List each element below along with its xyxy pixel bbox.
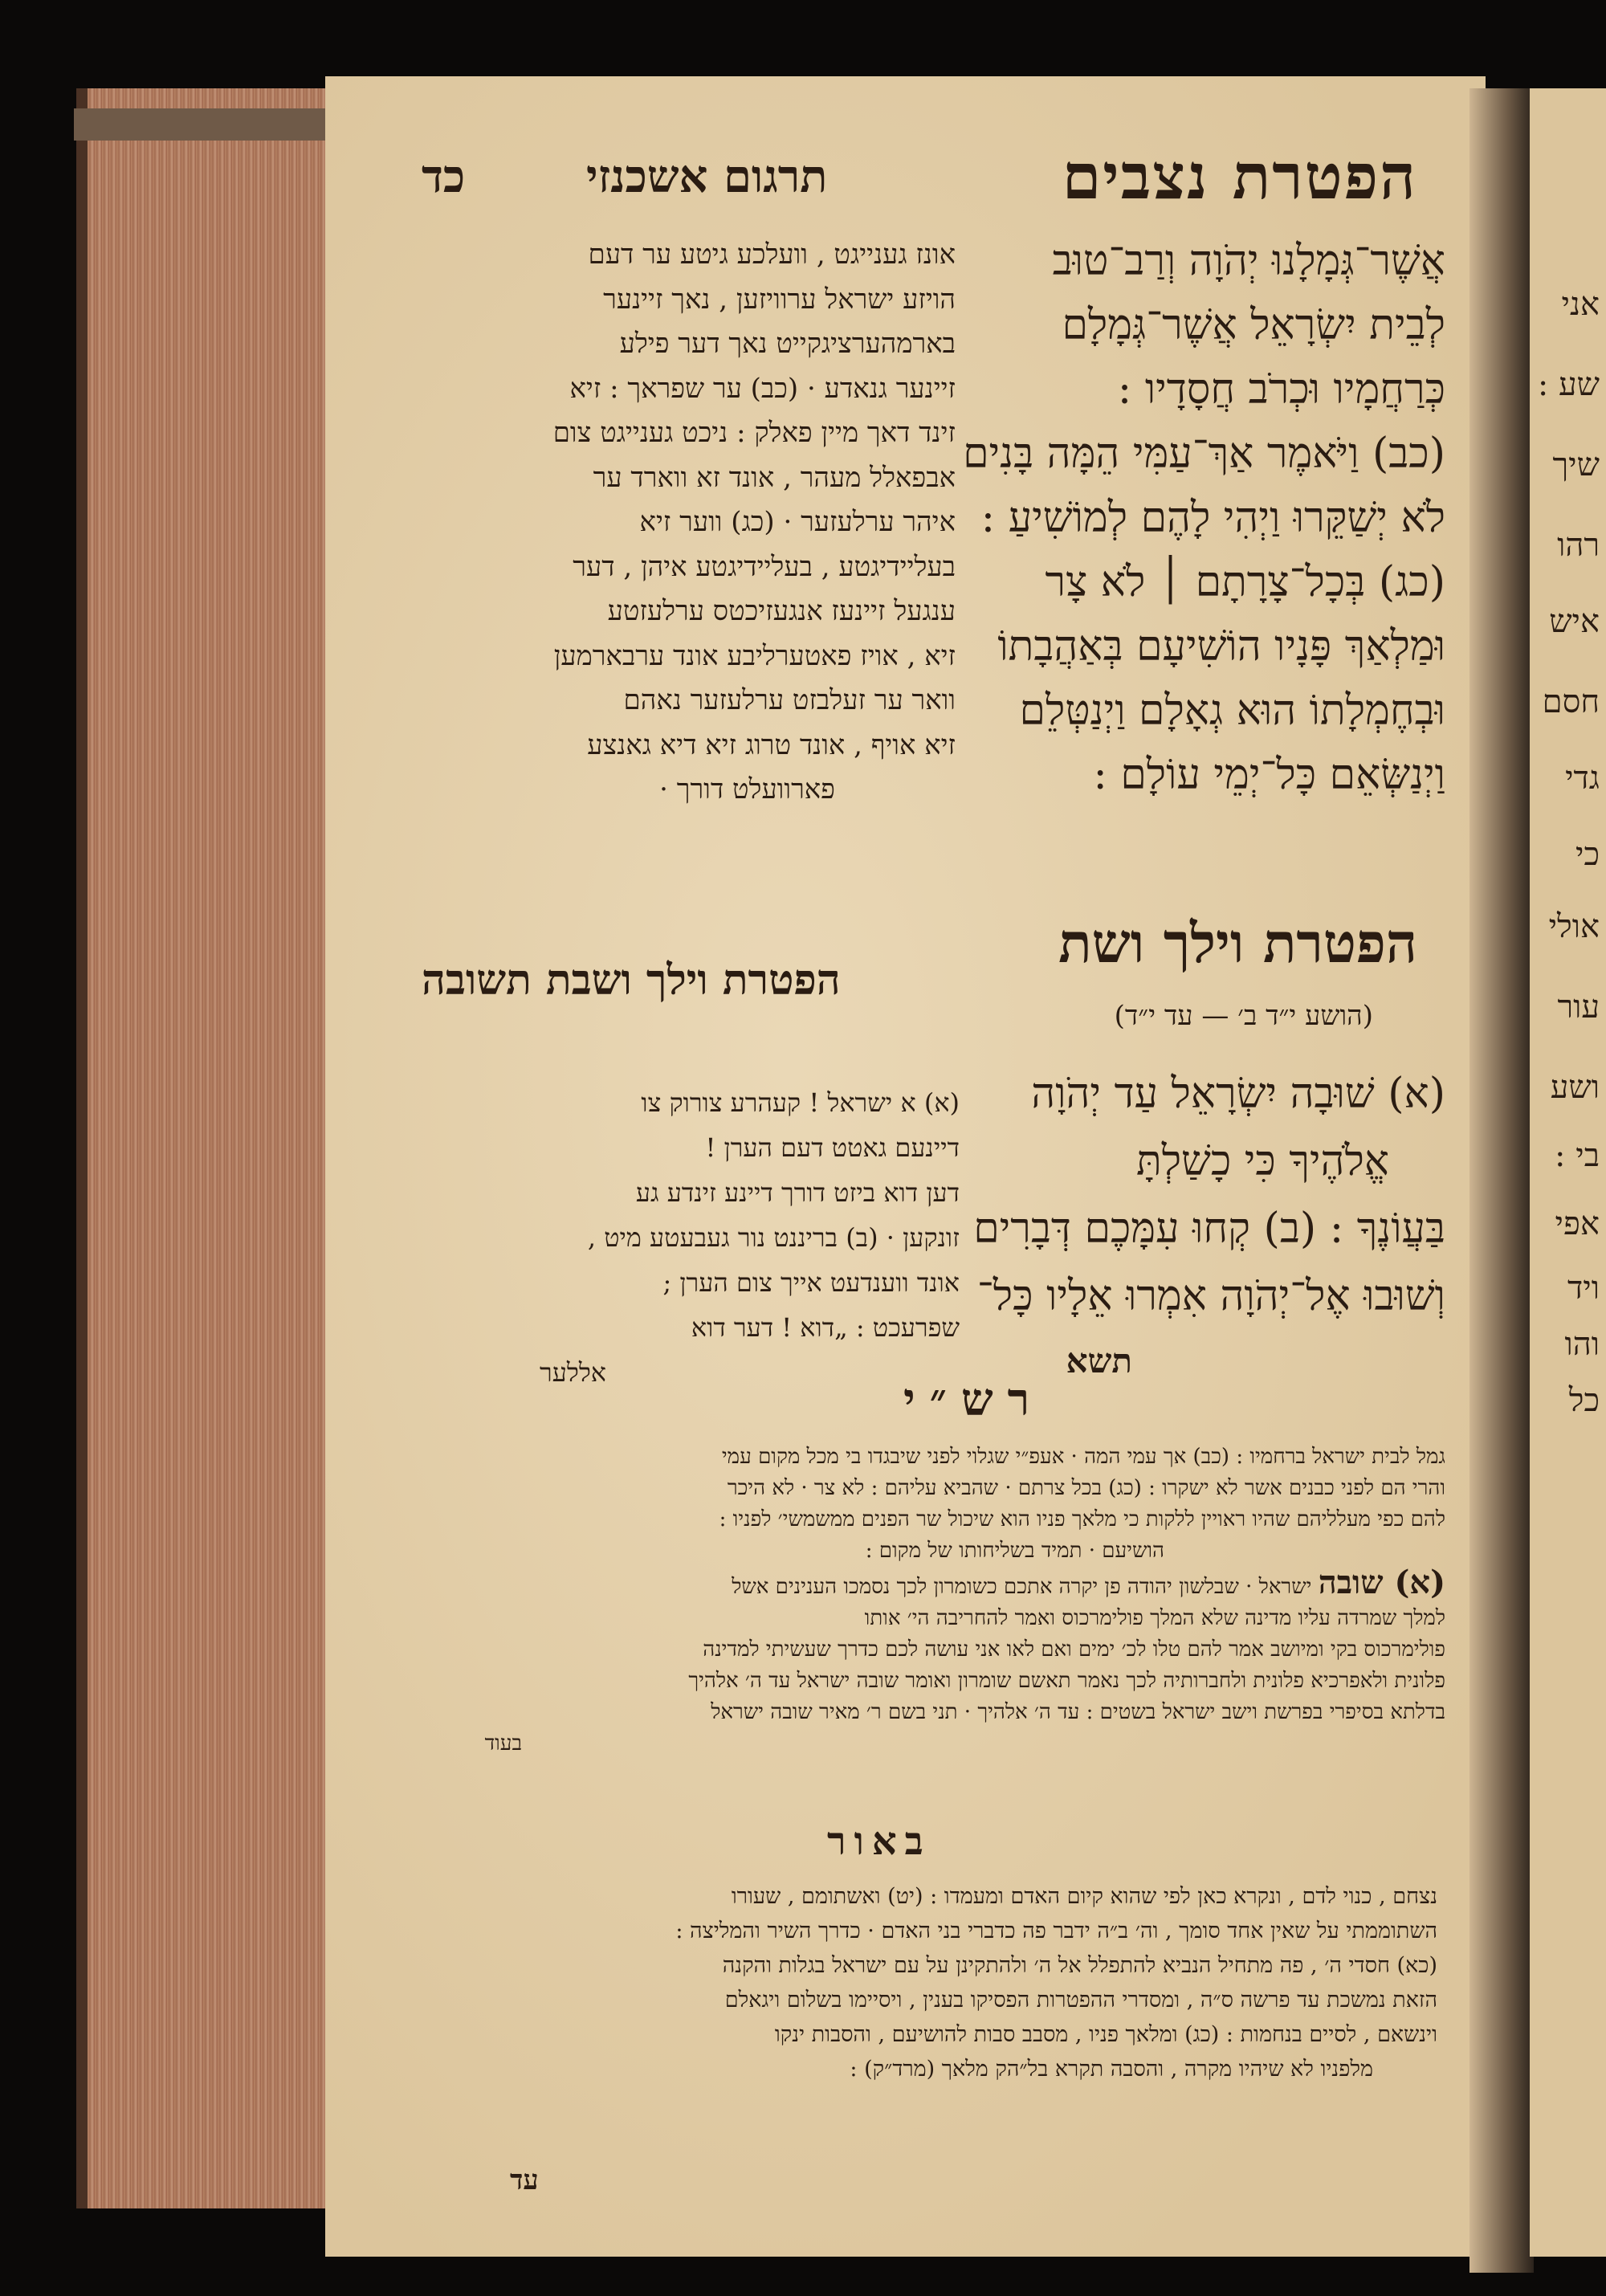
facing-page-fragment: אפי — [1555, 1205, 1600, 1242]
hebrew-catchword: תשא — [1066, 1341, 1132, 1380]
commentary-line: הזאת נמשכת עד פרשה ס״ה , ומסדרי ההפטרות הפסיקו בענין , ויסיימו בשלום ויגאלם — [724, 1988, 1437, 2013]
commentary-text: ישראל · שבלשון יהודה פן יקרה אתכם כשומרון לכך נסמכו הענינים אשל — [732, 1575, 1312, 1599]
commentary-line: פולימרכוס בקי ומיושב אמר להם טלו לכ׳ ימים ואם לאו אני עושה לכם כדרך שעשיתי למדינה — [703, 1637, 1445, 1662]
book-spine-shadow — [1469, 88, 1534, 2273]
commentary-line — [385, 1567, 1445, 1603]
facing-page-fragment: ושע — [1550, 1069, 1600, 1106]
hebrew-line: (כב) וַיֹּאמֶר אַךְ־עַמִּי הֵמָּה בָּנִים — [963, 430, 1445, 478]
translation-line: אונד ווענדעט אייך צום הערן ; — [662, 1267, 960, 1298]
translation-line: זונקען · (ב) בריננט נור געבעטע מיט , — [587, 1222, 960, 1253]
page-catchword: עד — [510, 2164, 539, 2196]
biur-heading: באור — [827, 1819, 931, 1864]
commentary-line: נצחם , כנוי לדם , ונקרא כאן לפי שהוא קיום האדם ומעמדו : (יט) ואשתומם , שעורו — [731, 1884, 1437, 1909]
facing-page-fragment: עור — [1557, 989, 1600, 1026]
page-header-left: תרגום אשכנזי — [586, 150, 828, 203]
yiddish-translation-column-bottom — [430, 1080, 960, 1395]
translation-line: אונז גענייגט , וועלכע גיטע ער דעם — [588, 239, 956, 271]
hebrew-line: וּמַלְאַךְ פָּנָיו הוֹשִׁיעָם בְּאַהֲבָתוֹ — [997, 622, 1445, 671]
hebrew-line: וּבְחֶמְלָתוֹ הוּא גְאָלָם וַיְנַטְּלֵם — [1019, 687, 1445, 735]
commentary-line: למלך שמרדה עליו מדינה שלא המלך פולימרכוס ואמר להחריבה הי׳ אותו — [864, 1606, 1445, 1630]
facing-page-fragment: אני — [1561, 286, 1600, 323]
translation-line: הויזע ישראל ערוויזען , נאך זיינער — [603, 283, 956, 316]
facing-page-fragment: כל — [1568, 1382, 1600, 1419]
haftarah-reference: (הושע י״ד ב׳ — עד י״ד) — [1114, 1000, 1373, 1032]
hebrew-line: בַּעֲוֹנֶךָ : (ב) קְחוּ עִמָּכֶם דְּבָרִים — [973, 1205, 1445, 1253]
facing-page-fragment: שיך — [1552, 447, 1600, 483]
rashi-commentary — [385, 1442, 1445, 1760]
book-page-edges — [76, 88, 353, 2208]
yiddish-translation-column-top — [434, 233, 956, 813]
page-header-right: הפטרת נצבים — [1062, 141, 1417, 214]
translation-line: דיינעם גאטט דעם הערן ! — [705, 1132, 960, 1163]
commentary-line: והרי הם לפני כבנים אשר לא ישקרו : (כג) בכל צרתם · שהביא עליהם : לא צר · לא היכר — [727, 1476, 1445, 1500]
translation-line: בעליידיגטע , בעליידיגטע איהן , דער — [573, 550, 956, 583]
hebrew-line: אֱלֹהֶיךָ כִּי כָשַׁלְתָּ — [1136, 1137, 1389, 1185]
facing-page-fragment: אולי — [1548, 908, 1600, 945]
facing-page-edge — [1530, 88, 1606, 2257]
biur-commentary — [397, 1879, 1437, 2086]
book-page — [325, 76, 1486, 2257]
hebrew-line: לְבֵית יִשְׂרָאֵל אֲשֶׁר־גְּמָלָם — [1062, 301, 1445, 349]
facing-page-fragment: בי : — [1555, 1137, 1600, 1174]
translation-line: זיינער גנאדע · (כב) ער שפראך : זיא — [569, 372, 956, 405]
translation-line: איהר ערלעזער · (כג) ווער זיא — [639, 506, 956, 538]
translation-line: בארמהערציגקייט נאך דער פילע — [619, 328, 956, 360]
translation-line: פארוועלט דורך · — [659, 773, 835, 805]
translation-line: אבפאלל מעהר , אונד זא ווארד ער — [593, 461, 956, 494]
commentary-line: הושיעם · תמיד בשליחותו של מקום : — [865, 1539, 1164, 1563]
translation-line: זינד דאך מיין פאלק : ניכט גענייגט צום — [552, 417, 956, 449]
commentary-line: השתוממתי על שאין אחד סומך , וה׳ ב״ה ידבר פה כדברי בני האדם · כדרך השיר והמליצה : — [675, 1919, 1437, 1943]
hebrew-line: אֲשֶׁר־גְּמָלָנוּ יְהֹוָה וְרַב־טוּב — [1052, 237, 1445, 285]
facing-page-fragment: כי — [1575, 836, 1600, 873]
hebrew-line: לֹא יְשַׁקֵּרוּ וַיְהִי לָהֶם לְמוֹשִׁיעַ : — [980, 494, 1445, 542]
translation-line: אללער — [540, 1357, 606, 1388]
commentary-lead-word: (א) שובה — [1318, 1567, 1445, 1601]
translation-line: וואר ער זעלבזט ערלעזער נאהם — [623, 684, 956, 716]
translation-line: שפרעכט : „דוא ! דער דוא — [691, 1312, 960, 1343]
hebrew-text-column-top — [940, 229, 1445, 807]
rashi-heading: רש״י — [903, 1373, 1045, 1426]
facing-page-fragment: רהו — [1557, 527, 1600, 564]
facing-page-fragment: ויד — [1567, 1270, 1600, 1307]
hebrew-line: (א) שׁוּבָה יִשְׂרָאֵל עַד יְהֹוָה — [1031, 1070, 1445, 1118]
translation-line: (א) א ישראל ! קעהרע צורוק צו — [641, 1087, 960, 1118]
commentary-line: בדלתא בסיפרי בפרשת וישב ישראל בשטים : עד ה׳ אלהיך · תני בשם ר׳ מאיר שובה ישראל — [711, 1700, 1445, 1724]
translation-line: ענגעל זיינעז אנגעזיכטס ערלעזטע — [607, 595, 956, 627]
facing-page-fragment: גדי — [1565, 760, 1600, 797]
page-number: כד — [422, 150, 466, 203]
commentary-line: וינשאם , לסיים בנחמות : (כג) ומלאך פניו , מסבב סבות להושיעם , והסבות ינקו — [774, 2022, 1437, 2047]
translation-line: זיא , אויז פאטערליבע אונד ערבארמען — [553, 639, 956, 672]
facing-page-fragment: איש — [1549, 603, 1600, 640]
commentary-line: גמל לבית ישראל ברחמיו : (כב) אך עמי המה · אעפ״י שגלוי לפני שיבגדו בי מכל מקום עמי — [721, 1445, 1445, 1469]
commentary-line: מלפניו לא שיהיו מקרה , והסבה תקרא בל״הק מלאך (מרד״ק) : — [850, 2057, 1373, 2082]
hebrew-line: (כג) בְּכָל־צָרָתָם ׀ לֹא צָר — [1045, 558, 1445, 606]
hebrew-line: וַיְנַשְּׂאֵם כָּל־יְמֵי עוֹלָם : — [1093, 751, 1445, 799]
commentary-line: פלונית ולאפרכיא פלונית ולחברותיה לכך נאמר תאשם שומרון ואומר שובה ישראל עד ה׳ אלהיך — [688, 1669, 1445, 1693]
facing-page-fragment: והו — [1564, 1326, 1600, 1363]
translation-line: זיא אויף , אונד טרוג זיא דיא גאנצע — [587, 728, 956, 761]
hebrew-text-column-bottom — [923, 1060, 1445, 1330]
translation-line: דען דוא ביזט דורך דיינע זינדע גע — [635, 1177, 960, 1208]
facing-page-fragment: שע : — [1537, 366, 1600, 403]
haftarah-title-translation: הפטרת וילך ושבת תשובה — [422, 956, 841, 1005]
facing-page-fragment: חסם — [1542, 683, 1600, 720]
commentary-line: בעוד — [484, 1731, 522, 1756]
haftarah-title-hebrew: הפטרת וילך ושת — [1058, 911, 1417, 976]
hebrew-line: וְשׁוּבוּ אֶל־יְהֹוָה אִמְרוּ אֵלָיו כָּל־ — [976, 1272, 1445, 1320]
hebrew-line: כְּרַחֲמָיו וּכְרֹב חֲסָדָיו : — [1117, 365, 1445, 414]
book-cover-edge — [74, 108, 339, 141]
commentary-line: (כא) חסדי ה׳ , פה מתחיל הנביא להתפלל אל ה׳ ולהתקינן על עם ישראל בגלות והקנה — [722, 1953, 1437, 1978]
commentary-line: להם כפי מעלליהם שהיו ראויין ללקות כי מלאך פניו הוא שיכול שר הפנים ממשמשי׳ לפניו : — [719, 1507, 1445, 1531]
